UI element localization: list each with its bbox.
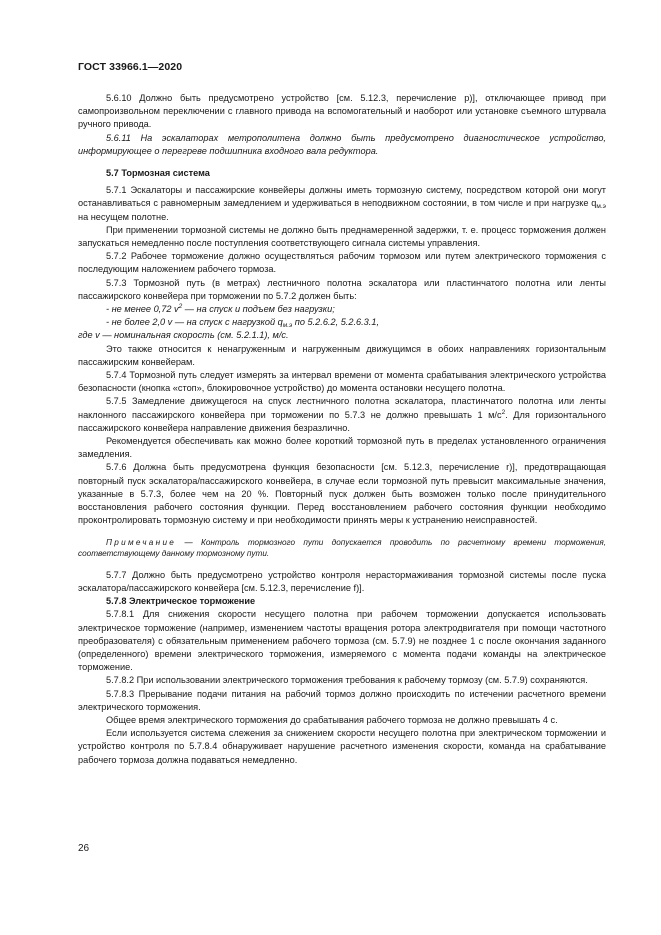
paragraph-also-applies: Это также относится к ненагруженным и нагруженным движущимся в обоих направлениях горизонтальным пассажирским конвейерам. [78, 343, 606, 367]
paragraph-5-6-10: 5.6.10 Должно быть предусмотрено устройство [см. 5.12.3, перечисление p)], отключающее привод при самопроизвольном переключении с главного привода на вспомогательный и наоборот или установке съемного штурвала ручного привода. [78, 93, 606, 130]
list-item-min-end: — на спуск и подъем без нагрузки; [182, 304, 335, 315]
paragraph-5-7-1-text: 5.7.1 Эскалаторы и пассажирские конвейеры должны иметь тормозную систему, посредством которой они могут останавливаться с равномерным замедлением и удерживаться в неподвижном состоянии, в том числе и при нагрузке q [78, 185, 606, 209]
paragraph-5-7-6: 5.7.6 Должна быть предусмотрена функция безопасности [см. 5.12.3, перечисление r)], предотвращающая повторный пуск эскалатора/пассажирского конвейера, в случае если тормозной путь превысит максимальные значения, указанные в 5.7.3, более чем на 20 %. Повторный пуск должен быть возможен только после принудительного восстановления рабочего состояния функции. Перед восстановлением рабочего состояния функции необходимо проконтролировать тормозную систему и при необходимости принять меры к устранению неисправностей. [78, 462, 606, 526]
page-number: 26 [78, 843, 90, 854]
section-heading-5-7-8: 5.7.8 Электрическое торможение [106, 596, 256, 607]
paragraph-5-7-8-1: 5.7.8.1 Для снижения скорости несущего полотна при рабочем торможении допускается использовать электрическое торможение (например, изменением частоты вращения ротора электродвигателя при помощи частотного преобразователя) с обязательным применением рабочего тормоза (см. 5.7.9) не позднее 1 с после окончания заданного (определенного) времени электрического торможения, измеряемого с момента подачи команды на электрическое торможение. [78, 609, 606, 673]
list-item-max-distance [78, 316, 606, 329]
paragraph-5-7-2: 5.7.2 Рабочее торможение должно осуществляться рабочим тормозом или путем электрического торможения с последующим наложением рабочего тормоза. [78, 251, 606, 275]
paragraph-5-6-11: 5.6.11 На эскалаторах метрополитена должно быть предусмотрено диагностическое устройство, информирующее о перегреве подшипника входного вала редуктора. [78, 132, 606, 156]
list-item-max-end: по 5.2.6.2, 5.2.6.3.1, [292, 317, 380, 328]
paragraph-total-time: Общее время электрического торможения до срабатывания рабочего тормоза не должно превышать 4 с. [106, 714, 558, 725]
list-item-min-text: - не менее 0,72 v [106, 304, 179, 315]
paragraph-recommendation: Рекомендуется обеспечивать как можно более короткий тормозной путь в пределах установленного ограничения замедления. [78, 436, 606, 460]
paragraph-brake-delay: При применении тормозной системы не должно быть преднамеренной задержки, т. е. процесс торможения должен запускаться немедленно после поступления соответствующего сигнала системы управления. [78, 224, 606, 249]
paragraph-5-7-1-end: на несущем полотне. [78, 211, 169, 222]
paragraph-5-7-7: 5.7.7 Должно быть предусмотрено устройство контроля нерастормаживания тормозной системы после пуска эскалатора/пассажирского конвейера [см. 5.12.3, перечисление f)]. [78, 569, 606, 593]
square-superscript: 2 [178, 303, 183, 311]
paragraph-5-7-1 [78, 184, 606, 224]
note [78, 537, 606, 560]
paragraph-5-7-5-text: 5.7.5 Замедление движущегося на спуск лестничного полотна эскалатора, пластинчатого полотна или ленты наклонного пассажирского конвейера при торможении по 5.7.3 не должно превышать 1 м/с [78, 396, 606, 420]
where-v-definition: где v — номинальная скорость (см. 5.2.1.1), м/с. [78, 330, 289, 341]
note-label: Примечание [106, 537, 177, 547]
paragraph-5-7-8-2: 5.7.8.2 При использовании электрического торможения требования к рабочему тормозу (см. 5.7.9) сохраняются. [106, 675, 588, 686]
paragraph-5-7-5 [78, 395, 606, 435]
paragraph-5-7-3: 5.7.3 Тормозной путь (в метрах) лестничного полотна эскалатора или пластинчатого полотна или ленты пассажирского конвейера при торможении по 5.7.2 должен быть: [78, 277, 606, 301]
paragraph-tracking: Если используется система слежения за снижением скорости несущего полотна при электрическом торможении и устройство контроля по 5.7.8.4 обнаруживает нарушение расчетного изменения скорости, команда на срабатывание рабочего тормоза должна подаваться немедленно. [78, 728, 606, 765]
load-subscript: м.э [596, 203, 606, 211]
document-header: ГОСТ 33966.1—2020 [78, 61, 183, 73]
load-subscript-2: м.э [282, 322, 293, 330]
note-text: — Контроль тормозного пути допускается проводить по расчетному времени торможения, соответствующему данному тормозному пути. [78, 537, 606, 559]
list-item-max-text: - не более 2,0 v — на спуск с нагрузкой q [106, 317, 283, 328]
paragraph-5-7-5-end: . Для горизонтального пассажирского конвейера направление движения безразлично. [78, 409, 606, 433]
section-heading-5-7: 5.7 Тормозная система [106, 168, 210, 179]
paragraph-5-7-8-3: 5.7.8.3 Прерывание подачи питания на рабочий тормоз должно происходить по истечении расчетного времени электрического торможения. [78, 688, 606, 712]
list-item-min-distance [78, 303, 606, 316]
paragraph-5-7-4: 5.7.4 Тормозной путь следует измерять за интервал времени от момента срабатывания электрического устройства безопасности (кнопка «стоп», блокировочное устройство) до момента остановки несущего полотна. [78, 370, 606, 394]
square-superscript-2: 2 [501, 408, 506, 416]
document-body [78, 92, 606, 767]
